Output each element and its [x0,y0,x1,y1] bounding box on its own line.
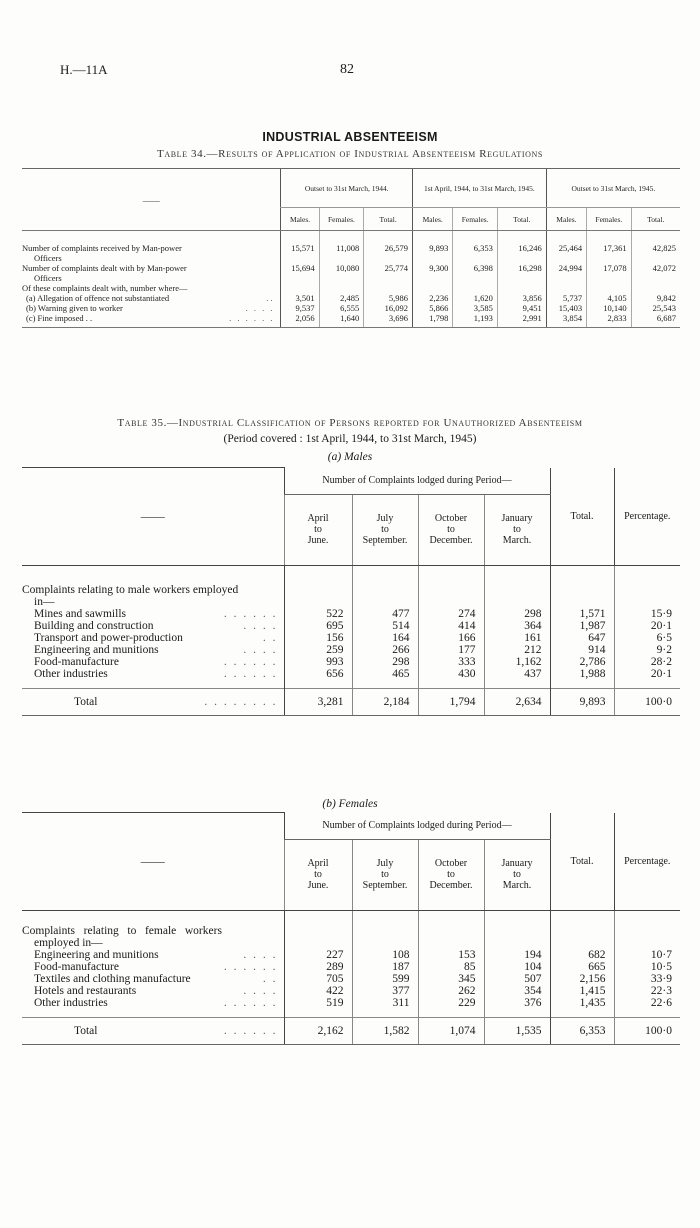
row-label: Number of complaints received by Man-power [22,243,182,253]
males-subtitle: (a) Males [327,451,373,463]
cell: 42,825 [631,243,680,253]
cell: 3,281 [284,688,352,715]
leader-dots: . . . . . . [229,313,275,323]
period-header: January to March. [484,494,550,565]
table34-row [22,303,680,313]
cell: 11,008 [319,243,364,253]
cell: 6,398 [453,263,498,273]
table34-subheader: Females. [319,208,364,231]
row-label: Of these complaints dealt with, number where— [22,283,188,293]
cell: 5,866 [413,303,453,313]
cell: 1,987 [550,620,614,632]
table34-subheader: Total. [631,208,680,231]
cell: 1,535 [484,1017,550,1044]
cell: 194 [484,949,550,961]
cell: 9,842 [631,293,680,303]
cell: 2,634 [484,688,550,715]
row-label-continued: Officers [34,253,62,263]
cell: 17,078 [587,263,632,273]
cell: 465 [352,668,418,680]
cell: 16,246 [497,243,546,253]
total-label: Total [74,1024,98,1037]
cell: 477 [352,608,418,620]
table34-subheader: Total. [364,208,413,231]
period-header: July to September. [352,839,418,910]
table-row [22,632,680,644]
cell: 3,854 [546,313,586,323]
cell: 9,893 [550,688,614,715]
cell: 414 [418,620,484,632]
cell: 177 [418,644,484,656]
cell: 1,620 [453,293,498,303]
row-label: Food-manufacture [34,960,119,973]
table-row [22,620,680,632]
cell: 229 [418,997,484,1009]
table34-subheader: Males. [281,208,319,231]
cell: 376 [484,997,550,1009]
table34 [22,168,680,328]
females-subtitle: (b) Females [322,798,378,810]
cell: 108 [352,949,418,961]
table34-row [22,243,680,253]
table-row [22,961,680,973]
cell: 259 [284,644,352,656]
total-label: Total [74,695,98,708]
table35-males [22,467,680,716]
cell: 647 [550,632,614,644]
table34-subheader: Total. [497,208,546,231]
row-label: (c) Fine imposed . . [26,313,93,323]
percentage-header: Percentage. [614,468,680,566]
cell: 1,415 [550,985,614,997]
table-row [22,644,680,656]
cell: 33·9 [614,973,680,985]
cell: 519 [284,997,352,1009]
cell: 1,435 [550,997,614,1009]
table35-caption: Table 35.—Industrial Classification of Persons reported for Unauthorized Absenteeism [117,417,583,429]
cell: 262 [418,985,484,997]
table-row [22,608,680,620]
cell: 1,193 [453,313,498,323]
cell: 10·5 [614,961,680,973]
table34-row [22,313,680,323]
table-row [22,668,680,680]
cell: 156 [284,632,352,644]
total-row [22,1017,680,1044]
row-label: (a) Allegation of offence not substantiated [26,293,170,303]
cell: 914 [550,644,614,656]
cell: 266 [352,644,418,656]
cell: 10·7 [614,949,680,961]
leader-dots: . . . . [243,643,278,656]
cell: 522 [284,608,352,620]
cell: 2,786 [550,656,614,668]
row-label: Engineering and munitions [34,948,159,961]
cell: 1,162 [484,656,550,668]
total-header: Total. [550,813,614,911]
table35-period: (Period covered : 1st April, 1944, to 31st March, 1945) [223,433,477,445]
table34-subheader: Males. [546,208,586,231]
period-group-header: Number of Complaints lodged during Period— [284,468,550,495]
cell: 20·1 [614,668,680,680]
leader-dots: . . . . [243,984,278,997]
table-row [22,949,680,961]
table34-subheader: Females. [453,208,498,231]
cell: 5,737 [546,293,586,303]
cell: 1,640 [319,313,364,323]
row-label: Textiles and clothing manufacture [34,972,191,985]
cell: 345 [418,973,484,985]
cell: 85 [418,961,484,973]
cell: 2,056 [281,313,319,323]
cell: 6·5 [614,632,680,644]
intro-label: Complaints relating to male workers employed [22,583,239,596]
leader-dots: . . [262,972,278,985]
cell: 665 [550,961,614,973]
cell: 298 [484,608,550,620]
cell: 298 [352,656,418,668]
row-label: Other industries [34,996,108,1009]
cell: 1,794 [418,688,484,715]
table34-group-header: Outset to 31st March, 1945. [546,169,680,208]
cell: 6,555 [319,303,364,313]
cell: 354 [484,985,550,997]
stub-dash: —— [22,813,284,911]
table-row [22,973,680,985]
percentage-header: Percentage. [614,813,680,911]
cell: 2,156 [550,973,614,985]
cell: 2,991 [497,313,546,323]
cell: 25,774 [364,263,413,273]
cell: 15·9 [614,608,680,620]
cell: 3,856 [497,293,546,303]
cell: 656 [284,668,352,680]
table34-subheader: Females. [587,208,632,231]
cell: 3,585 [453,303,498,313]
cell: 311 [352,997,418,1009]
cell: 25,543 [631,303,680,313]
cell: 2,485 [319,293,364,303]
cell: 16,092 [364,303,413,313]
cell: 993 [284,656,352,668]
cell: 15,403 [546,303,586,313]
stub-dash: —— [22,468,284,566]
table-row [22,985,680,997]
section-title: INDUSTRIAL ABSENTEEISM [262,130,438,144]
leader-dots: . . . . [245,303,275,313]
period-header: April to June. [284,494,352,565]
cell: 1,798 [413,313,453,323]
cell: 153 [418,949,484,961]
leader-dots: . . [262,631,278,644]
cell: 1,582 [352,1017,418,1044]
cell: 682 [550,949,614,961]
row-label: (b) Warning given to worker [26,303,123,313]
total-header: Total. [550,468,614,566]
row-label: Engineering and munitions [34,643,159,656]
row-label: Building and construction [34,619,154,632]
cell: 9·2 [614,644,680,656]
cell: 212 [484,644,550,656]
leader-dots: . . . . [243,948,278,961]
cell: 26,579 [364,243,413,253]
period-header: October to December. [418,494,484,565]
period-header: July to September. [352,494,418,565]
cell: 2,184 [352,688,418,715]
table-row [22,997,680,1009]
intro-label-continued: in— [34,595,55,608]
row-label: Mines and sawmills [34,607,126,620]
cell: 161 [484,632,550,644]
leader-dots: . . . . . . [223,960,278,973]
row-label-continued: Officers [34,273,62,283]
table-row [22,656,680,668]
row-label: Food-manufacture [34,655,119,668]
cell: 1,571 [550,608,614,620]
report-code: H.—11A [60,62,108,77]
cell: 1,074 [418,1017,484,1044]
cell: 9,893 [413,243,453,253]
cell: 227 [284,949,352,961]
cell: 22·3 [614,985,680,997]
cell: 599 [352,973,418,985]
leader-dots: . . . . . . [223,1024,278,1037]
period-header: January to March. [484,839,550,910]
leader-dots: . . . . . . . . [204,695,278,708]
cell: 4,105 [587,293,632,303]
leader-dots: . . . . . . [223,655,278,668]
cell: 289 [284,961,352,973]
cell: 42,072 [631,263,680,273]
cell: 10,080 [319,263,364,273]
cell: 22·6 [614,997,680,1009]
cell: 364 [484,620,550,632]
cell: 15,694 [281,263,319,273]
cell: 3,696 [364,313,413,323]
row-label: Number of complaints dealt with by Man-power [22,263,187,273]
cell: 705 [284,973,352,985]
row-label: Transport and power-production [34,631,183,644]
cell: 17,361 [587,243,632,253]
leader-dots: . . . . . . [223,607,278,620]
period-header: October to December. [418,839,484,910]
table34-row [22,263,680,273]
cell: 164 [352,632,418,644]
leader-dots: .. [266,293,275,303]
cell: 10,140 [587,303,632,313]
cell: 2,236 [413,293,453,303]
table34-subheader: Males. [413,208,453,231]
cell: 187 [352,961,418,973]
cell: 6,353 [453,243,498,253]
cell: 695 [284,620,352,632]
cell: 9,300 [413,263,453,273]
leader-dots: . . . . . . [223,996,278,1009]
cell: 514 [352,620,418,632]
cell: 104 [484,961,550,973]
intro-label: Complaints relating to female workers [22,924,222,937]
cell: 2,833 [587,313,632,323]
cell: 20·1 [614,620,680,632]
cell: 6,353 [550,1017,614,1044]
page-number: 82 [340,62,354,77]
cell: 24,994 [546,263,586,273]
table34-stub-dash: —— [22,169,281,231]
leader-dots: . . . . . . [223,667,278,680]
period-header: April to June. [284,839,352,910]
cell: 1,988 [550,668,614,680]
row-label: Other industries [34,667,108,680]
cell: 25,464 [546,243,586,253]
cell: 430 [418,668,484,680]
table35-females [22,812,680,1045]
cell: 377 [352,985,418,997]
cell: 437 [484,668,550,680]
cell: 6,687 [631,313,680,323]
leader-dots: . . . . [243,619,278,632]
cell: 2,162 [284,1017,352,1044]
table34-caption: Table 34.—Results of Application of Industrial Absenteeism Regulations [157,148,543,160]
cell: 100·0 [614,1017,680,1044]
cell: 9,537 [281,303,319,313]
total-row [22,688,680,715]
table34-group-header: Outset to 31st March, 1944. [281,169,413,208]
cell: 166 [418,632,484,644]
period-group-header: Number of Complaints lodged during Period— [284,813,550,840]
cell: 422 [284,985,352,997]
cell: 15,571 [281,243,319,253]
cell: 28·2 [614,656,680,668]
cell: 16,298 [497,263,546,273]
cell: 100·0 [614,688,680,715]
cell: 333 [418,656,484,668]
cell: 3,501 [281,293,319,303]
intro-label-continued: employed in— [34,936,103,949]
cell: 507 [484,973,550,985]
cell: 274 [418,608,484,620]
table34-row [22,293,680,303]
row-label: Hotels and restaurants [34,984,137,997]
table34-group-header: 1st April, 1944, to 31st March, 1945. [413,169,547,208]
cell: 9,451 [497,303,546,313]
cell: 5,986 [364,293,413,303]
